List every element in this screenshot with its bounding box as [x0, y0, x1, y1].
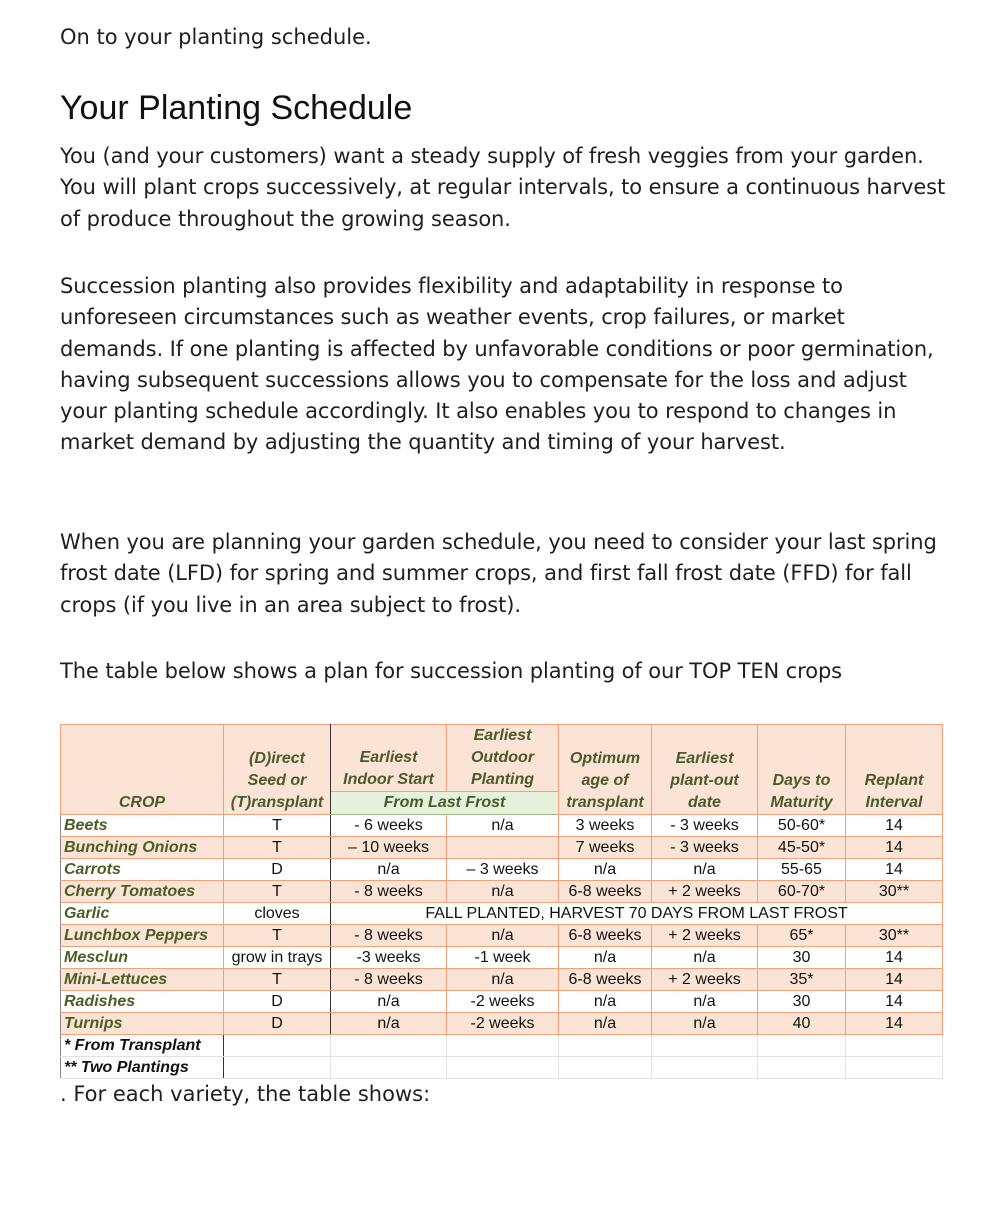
outdoor-cell: n/a	[447, 925, 559, 947]
crop-name: Garlic	[61, 903, 224, 925]
paragraph: You (and your customers) want a steady supply of fresh veggies from your garden. You will plant crops successively, at regular intervals, to ensure a continuous harvest of produce throughout the growing season.	[60, 144, 946, 231]
indoor-cell: - 8 weeks	[331, 925, 447, 947]
outdoor-cell: -1 week	[447, 947, 559, 969]
outdoor-cell: n/a	[447, 815, 559, 837]
method-cell: D	[224, 1013, 331, 1035]
method-cell: grow in trays	[224, 947, 331, 969]
header-line: plant-out	[670, 772, 739, 789]
table-row	[61, 991, 943, 1013]
header-line: Earliest	[675, 750, 734, 767]
crop-name: Carrots	[61, 859, 224, 881]
days-cell: 30	[758, 991, 846, 1013]
header-line: Maturity	[770, 794, 833, 811]
days-cell: 55-65	[758, 859, 846, 881]
age-cell: 3 weeks	[559, 815, 652, 837]
planting-schedule-table	[60, 724, 943, 1079]
header-plantout-date	[652, 725, 758, 815]
intro-text: On to your planting schedule.	[60, 25, 372, 49]
method-cell: T	[224, 969, 331, 991]
empty-cell	[331, 1035, 447, 1057]
age-cell: n/a	[559, 859, 652, 881]
replant-cell: 14	[846, 815, 943, 837]
replant-cell: 30**	[846, 925, 943, 947]
plantout-cell: + 2 weeks	[652, 925, 758, 947]
header-line: Indoor Start	[343, 771, 434, 788]
empty-cell	[224, 1035, 331, 1057]
days-cell: 35*	[758, 969, 846, 991]
header-direct-seed	[224, 725, 331, 815]
indoor-cell: n/a	[331, 859, 447, 881]
method-cell: cloves	[224, 903, 331, 925]
page-heading: Your Planting Schedule	[60, 89, 413, 127]
crop-name: Mini-Lettuces	[61, 969, 224, 991]
replant-cell: 14	[846, 991, 943, 1013]
age-cell: 6-8 weeks	[559, 969, 652, 991]
indoor-cell: - 8 weeks	[331, 969, 447, 991]
table-row	[61, 969, 943, 991]
replant-cell: 14	[846, 969, 943, 991]
crop-name: Cherry Tomatoes	[61, 881, 224, 903]
indoor-cell: – 10 weeks	[331, 837, 447, 859]
empty-cell	[846, 1057, 943, 1079]
plantout-cell: + 2 weeks	[652, 881, 758, 903]
plantout-cell: + 2 weeks	[652, 969, 758, 991]
indoor-cell: n/a	[331, 991, 447, 1013]
plantout-cell: n/a	[652, 1013, 758, 1035]
indoor-cell: - 6 weeks	[331, 815, 447, 837]
table-row	[61, 859, 943, 881]
header-line: Interval	[865, 794, 923, 811]
indoor-cell: -3 weeks	[331, 947, 447, 969]
header-line: Seed or	[247, 772, 307, 789]
empty-cell	[846, 1035, 943, 1057]
header-line: Planting	[470, 771, 535, 788]
plantout-cell: - 3 weeks	[652, 815, 758, 837]
header-line: (T)ransplant	[230, 794, 324, 811]
days-cell: 30	[758, 947, 846, 969]
replant-cell: 14	[846, 1013, 943, 1035]
footnote-row	[61, 1035, 943, 1057]
method-cell: D	[224, 859, 331, 881]
days-cell: 65*	[758, 925, 846, 947]
empty-cell	[652, 1035, 758, 1057]
indoor-cell: n/a	[331, 1013, 447, 1035]
age-cell: n/a	[559, 1013, 652, 1035]
age-cell: n/a	[559, 947, 652, 969]
plantout-cell: n/a	[652, 991, 758, 1013]
method-cell: T	[224, 815, 331, 837]
table-row	[61, 925, 943, 947]
empty-cell	[224, 1057, 331, 1079]
days-cell: 50-60*	[758, 815, 846, 837]
days-cell: 60-70*	[758, 881, 846, 903]
age-cell: 6-8 weeks	[559, 881, 652, 903]
paragraph: The table below shows a plan for succession planting of our TOP TEN crops	[60, 659, 843, 683]
table-row	[61, 1013, 943, 1035]
span-note-cell: FALL PLANTED, HARVEST 70 DAYS FROM LAST FROST	[331, 903, 943, 925]
header-replant-interval	[846, 725, 943, 815]
empty-cell	[559, 1057, 652, 1079]
empty-cell	[331, 1057, 447, 1079]
outdoor-cell: n/a	[447, 881, 559, 903]
header-line: (D)irect	[248, 750, 305, 767]
days-cell: 45-50*	[758, 837, 846, 859]
header-line: Earliest	[473, 727, 532, 744]
outdoor-cell	[447, 837, 559, 859]
indoor-cell: - 8 weeks	[331, 881, 447, 903]
header-indoor-start	[331, 725, 447, 792]
paragraph: Succession planting also provides flexibility and adaptability in response to unforeseen circumstances such as weather events, crop failures, or market demands. If one planting is affected by unfavorable conditions or poor germination, having subsequent successions allows you to compensate for the loss and adjust your planting schedule accordingly. It also enables you to respond to changes in market demand by adjusting the quantity and timing of your harvest.	[60, 274, 934, 455]
header-optimum-age	[559, 725, 652, 815]
table-row	[61, 903, 943, 925]
empty-cell	[559, 1035, 652, 1057]
header-line: Optimum	[569, 750, 641, 767]
method-cell: T	[224, 881, 331, 903]
outdoor-cell: n/a	[447, 969, 559, 991]
outdoor-cell: -2 weeks	[447, 1013, 559, 1035]
empty-cell	[652, 1057, 758, 1079]
table-row	[61, 815, 943, 837]
replant-cell: 14	[846, 837, 943, 859]
crop-name: Radishes	[61, 991, 224, 1013]
plantout-cell: n/a	[652, 947, 758, 969]
age-cell: 6-8 weeks	[559, 925, 652, 947]
replant-cell: 30**	[846, 881, 943, 903]
footnote: * From Transplant	[61, 1035, 224, 1057]
replant-cell: 14	[846, 947, 943, 969]
plantout-cell: - 3 weeks	[652, 837, 758, 859]
empty-cell	[758, 1035, 846, 1057]
footnote-row	[61, 1057, 943, 1079]
header-outdoor-planting	[447, 725, 559, 792]
header-crop: CROP	[61, 725, 224, 815]
header-line: Replant	[864, 772, 924, 789]
header-from-last-frost: From Last Frost	[331, 792, 559, 815]
header-days-to-maturity	[758, 725, 846, 815]
replant-cell: 14	[846, 859, 943, 881]
plantout-cell: n/a	[652, 859, 758, 881]
paragraph: When you are planning your garden schedule, you need to consider your last spring frost date (LFD) for spring and summer crops, and first fall frost date (FFD) for fall crops (if you live in an area subject to frost).	[60, 530, 937, 617]
crop-name: Bunching Onions	[61, 837, 224, 859]
crop-name: Lunchbox Peppers	[61, 925, 224, 947]
age-cell: 7 weeks	[559, 837, 652, 859]
header-line: Days to	[772, 772, 831, 789]
header-line: Earliest	[359, 749, 418, 766]
method-cell: D	[224, 991, 331, 1013]
header-line: age of	[581, 772, 629, 789]
table-row	[61, 947, 943, 969]
table-row	[61, 881, 943, 903]
days-cell: 40	[758, 1013, 846, 1035]
header-line: date	[688, 794, 721, 811]
age-cell: n/a	[559, 991, 652, 1013]
header-line: transplant	[566, 794, 644, 811]
method-cell: T	[224, 925, 331, 947]
header-line: Outdoor	[470, 749, 535, 766]
table-row	[61, 837, 943, 859]
crop-name: Mesclun	[61, 947, 224, 969]
empty-cell	[447, 1035, 559, 1057]
outdoor-cell: – 3 weeks	[447, 859, 559, 881]
outdoor-cell: -2 weeks	[447, 991, 559, 1013]
after-table-text: . For each variety, the table shows:	[60, 1082, 431, 1106]
method-cell: T	[224, 837, 331, 859]
footnote: ** Two Plantings	[61, 1057, 224, 1079]
crop-name: Beets	[61, 815, 224, 837]
empty-cell	[758, 1057, 846, 1079]
empty-cell	[447, 1057, 559, 1079]
crop-name: Turnips	[61, 1013, 224, 1035]
